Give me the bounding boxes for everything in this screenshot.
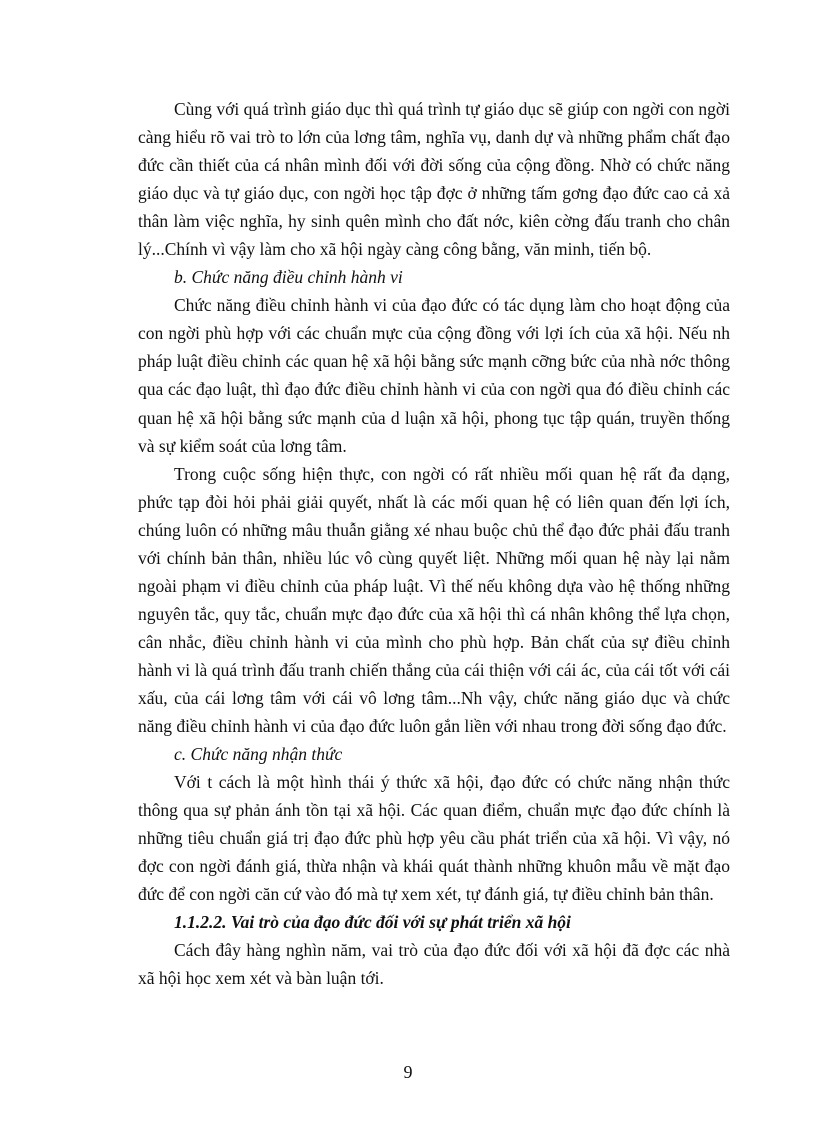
subheading-behavior-regulation: b. Chức năng điều chỉnh hành vi <box>174 267 403 288</box>
paragraph-cognitive-function: Với t cách là một hình thái ý thức xã hội, đạo đức có chức năng nhận thức thông qua sự phản ánh tồn tại xã hội. Các quan điểm, chuẩn mực đạo đức chính là những tiêu chuẩn giá trị đạo đức phù hợp yêu cầu phát triển của xã hội. Vì vậy, nó đợc con ngời đánh giá, thừa nhận và khái quát thành những khuôn mẫu về mặt đạo đức để con ngời căn cứ vào đó mà tự xem xét, tự đánh giá, tự điều chỉnh bản thân. <box>138 772 730 905</box>
section-heading-role-of-ethics: 1.1.2.2. Vai trò của đạo đức đối với sự phát triển xã hội <box>174 912 571 933</box>
paragraph-real-life-relations: Trong cuộc sống hiện thực, con ngời có rất nhiều mối quan hệ rất đa dạng, phức tạp đòi hỏi phải giải quyết, nhất là các mối quan hệ có liên quan đến lợi ích, chúng luôn có những mâu thuẫn giằng xé nhau buộc chủ thể đạo đức phải đấu tranh với chính bản thân, nhiều lúc vô cùng quyết liệt. Những mối quan hệ này lại nằm ngoài phạm vi điều chỉnh của pháp luật. Vì thế nếu không dựa vào hệ thống những nguyên tắc, quy tắc, chuẩn mực đạo đức của xã hội thì cá nhân không thể lựa chọn, cân nhắc, điều chỉnh hành vi của mình cho phù hợp. Bản chất của sự điều chỉnh hành vi là quá trình đấu tranh chiến thắng của cái thiện với cái ác, của cái tốt với cái xấu, của cái lơng tâm với cái vô lơng tâm...Nh vậy, chức năng giáo dục và chức năng điều chỉnh hành vi của đạo đức luôn gắn liền với nhau trong đời sống đạo đức. <box>138 463 730 737</box>
document-body <box>138 95 730 993</box>
paragraph-behavior-regulation: Chức năng điều chỉnh hành vi của đạo đức có tác dụng làm cho hoạt động của con ngời phù hợp với các chuẩn mực của cộng đồng với lợi ích của xã hội. Nếu nh pháp luật điều chỉnh các quan hệ xã hội bằng sức mạnh cỡng bức của nhà nớc thông qua các đạo luật, thì đạo đức điều chỉnh hành vi của con ngời qua đó điều chỉnh các quan hệ xã hội bằng sức mạnh của d luận xã hội, phong tục tập quán, truyền thống và sự kiểm soát của lơng tâm. <box>138 295 730 456</box>
page-number: 9 <box>403 1062 413 1082</box>
paragraph-role-of-ethics: Cách đây hàng nghìn năm, vai trò của đạo đức đối với xã hội đã đợc các nhà xã hội học xem xét và bàn luận tới. <box>138 940 730 989</box>
paragraph-self-education: Cùng với quá trình giáo dục thì quá trình tự giáo dục sẽ giúp con ngời con ngời càng hiểu rõ vai trò to lớn của lơng tâm, nghĩa vụ, danh dự và những phẩm chất đạo đức cần thiết của cá nhân mình đối với đời sống của cộng đồng. Nhờ có chức năng giáo dục và tự giáo dục, con ngời học tập đợc ở những tấm gơng đạo đức cao cả xả thân làm việc nghĩa, hy sinh quên mình cho đất nớc, kiên cờng đấu tranh cho chân lý...Chính vì vậy làm cho xã hội ngày càng công bằng, văn minh, tiến bộ. <box>138 99 730 260</box>
subheading-cognitive-function: c. Chức năng nhận thức <box>174 744 343 765</box>
